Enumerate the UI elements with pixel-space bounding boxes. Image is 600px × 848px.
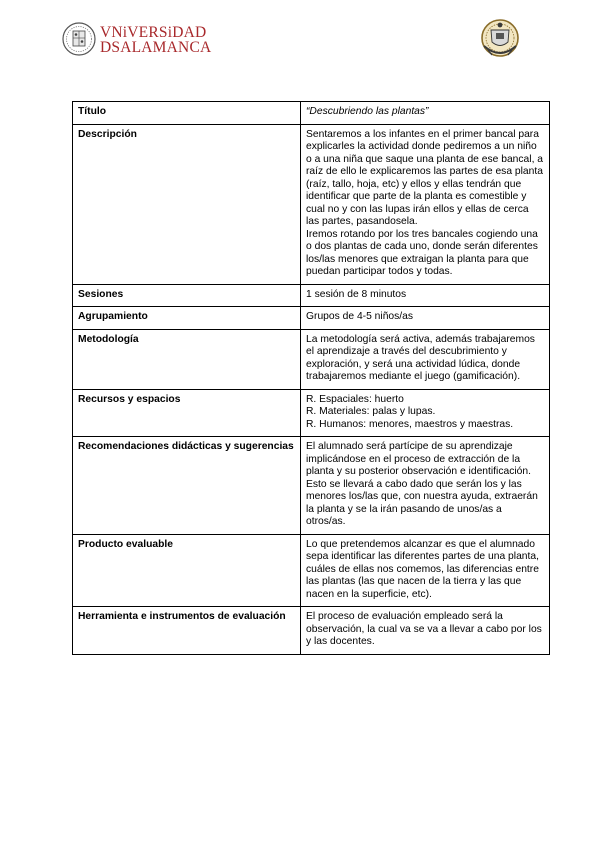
row-label: Recursos y espacios: [73, 389, 301, 437]
table-row: [73, 307, 550, 330]
row-label: Herramienta e instrumentos de evaluación: [73, 607, 301, 655]
table-row: [73, 124, 550, 284]
table-row: [73, 437, 550, 535]
row-value: El alumnado será partícipe de su aprendizaje implicándose en el proceso de extracción de la planta y su posterior observación e identificación. Esto se llevará a cabo dado que serán los y las menores los/las que, con nuestra ayuda, extraerán la planta y se la irán pasando de unos/as a otros/as.: [301, 437, 550, 535]
row-label: Descripción: [73, 124, 301, 284]
page-header: [0, 0, 600, 80]
university-seal-icon: [62, 22, 96, 56]
university-name: [100, 25, 211, 55]
row-value: 1 sesión de 8 minutos: [301, 284, 550, 307]
activity-sheet-table: [72, 101, 550, 655]
row-label: Agrupamiento: [73, 307, 301, 330]
row-value: Grupos de 4-5 niños/as: [301, 307, 550, 330]
table-row: [73, 389, 550, 437]
university-name-line1: VNiVERSiDAD: [100, 24, 207, 41]
university-name-line2: DSALAMANCA: [100, 39, 212, 56]
row-value: Lo que pretendemos alcanzar es que el alumnado sepa identificar las diferentes partes de una planta, cuáles de ellas nos comemos, las diferencias entre las plantas (las que nacen de la tierra y las que nacen en la superficie, etc).: [301, 534, 550, 607]
row-label: Recomendaciones didácticas y sugerencias: [73, 437, 301, 535]
row-label: Producto evaluable: [73, 534, 301, 607]
university-logo: [62, 22, 212, 60]
row-value: La metodología será activa, además trabajaremos el aprendizaje a través del descubrimiento y exploración, y será una actividad lúdica, donde trabajaremos mediante el juego (gamificación).: [301, 329, 550, 389]
row-value: El proceso de evaluación empleado será la observación, la cual va se va a llevar a cabo por los y las docentes.: [301, 607, 550, 655]
table-row: [73, 284, 550, 307]
row-label: Sesiones: [73, 284, 301, 307]
table-row: [73, 102, 550, 125]
row-label: Título: [73, 102, 301, 125]
table-row: [73, 607, 550, 655]
row-label: Metodología: [73, 329, 301, 389]
faculty-emblem-icon: [478, 16, 522, 60]
table-row: [73, 534, 550, 607]
row-value: R. Espaciales: huerto R. Materiales: palas y lupas. R. Humanos: menores, maestros y maestras.: [301, 389, 550, 437]
table-row: [73, 329, 550, 389]
row-value: “Descubriendo las plantas”: [301, 102, 550, 125]
row-value: Sentaremos a los infantes en el primer bancal para explicarles la actividad donde pediremos a un niño o a una niña que saque una planta de ese bancal, a raíz de ello le explicaremos las partes de esa planta (raíz, tallo, hoja, etc) y ellos y ellas tendrán que identificar que parte de la planta es comestible y cual no y con las lupas irán ellos y ellas de cerca las partes, pasandosela. Iremos rotando por los tres bancales cogiendo una o dos plantas de cada uno, donde serán diferentes los/las menores que extraigan la planta para que puedan participar todos y todas.: [301, 124, 550, 284]
